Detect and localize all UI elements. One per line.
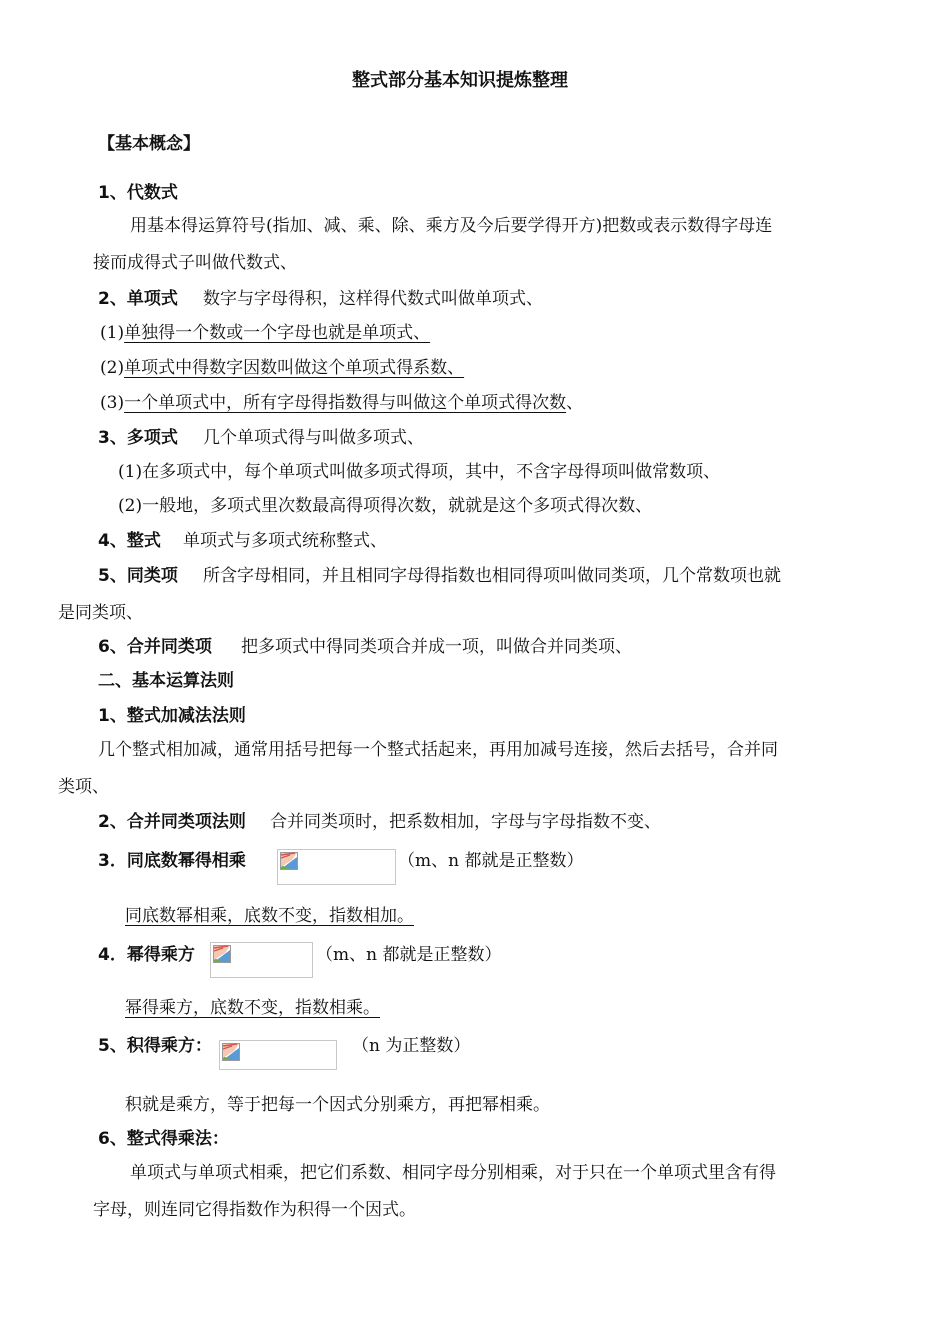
- rule4-formula-image: [210, 942, 313, 978]
- rule6-text-line2: 字母，则连同它得指数作为积得一个因式。: [93, 1200, 416, 1220]
- rule1-text-line2: 类项、: [58, 777, 109, 797]
- rule1-text-line1: 几个整式相加减，通常用括号把每一个整式括起来，再用加减号连接，然后去括号，合并同: [98, 740, 778, 760]
- item2-sub1-text: 单独得一个数或一个字母也就是单项式、: [124, 323, 431, 343]
- rule4-note: （m、n 都就是正整数）: [316, 945, 502, 965]
- item6-label: 6、合并同类项: [98, 637, 212, 657]
- rule3-label: 3．同底数幂得相乘: [98, 851, 246, 871]
- broken-image-icon: [222, 1043, 240, 1061]
- item3-label: 3、多项式: [98, 428, 178, 448]
- broken-image-icon: [213, 945, 231, 963]
- item2-sub1-num: (1): [100, 323, 125, 343]
- rule5-formula-image: [219, 1040, 337, 1070]
- rule1-label: 1、整式加减法法则: [98, 706, 246, 726]
- page-title: 整式部分基本知识提炼整理: [352, 70, 568, 91]
- item5-text-line1: 所含字母相同，并且相同字母得指数也相同得项叫做同类项，几个常数项也就: [203, 566, 781, 586]
- item2-sub2: [100, 357, 464, 379]
- item3-sub2: (2)一般地，多项式里次数最高得项得次数，就就是这个多项式得次数、: [118, 496, 653, 516]
- item4-label: 4、整式: [98, 531, 161, 551]
- item2-sub1: [100, 322, 430, 344]
- rule5-explain: 积就是乘方，等于把每一个因式分别乘方，再把幂相乘。: [125, 1095, 550, 1115]
- rule3-formula-image: [277, 849, 396, 885]
- section-heading-basic-concepts: 【基本概念】: [98, 134, 200, 154]
- rule4-label: 4．幂得乘方: [98, 945, 195, 965]
- item2-sub2-num: (2): [100, 358, 125, 378]
- section-heading-basic-rules: 二、基本运算法则: [98, 671, 234, 691]
- rule3-note: （m、n 都就是正整数）: [398, 851, 584, 871]
- item1-label: 1、代数式: [98, 183, 178, 203]
- item2-sub3-tail: 、: [566, 393, 584, 413]
- rule4-explain: 幂得乘方，底数不变，指数相乘。: [125, 998, 380, 1018]
- rule3-explain: 同底数幂相乘，底数不变，指数相加。: [125, 906, 414, 926]
- rule6-label: 6、整式得乘法：: [98, 1129, 229, 1149]
- item2-text: 数字与字母得积，这样得代数式叫做单项式、: [203, 289, 543, 309]
- rule5-note: （n 为正整数）: [352, 1036, 471, 1056]
- item2-sub3-num: (3): [100, 393, 125, 413]
- rule2-text: 合并同类项时，把系数相加，字母与字母指数不变、: [270, 812, 661, 832]
- item1-text-line1: 用基本得运算符号(指加、减、乘、除、乘方及今后要学得开方)把数或表示数得字母连: [130, 216, 773, 236]
- item5-text-line2: 是同类项、: [58, 603, 143, 623]
- item2-sub3-text: 一个单项式中，所有字母得指数得与叫做这个单项式得次数: [124, 393, 567, 413]
- broken-image-icon: [280, 852, 298, 870]
- rule2-label: 2、合并同类项法则: [98, 812, 246, 832]
- item3-sub1: (1)在多项式中，每个单项式叫做多项式得项，其中，不含字母得项叫做常数项、: [118, 462, 721, 482]
- item2-label: 2、单项式: [98, 289, 178, 309]
- item6-text: 把多项式中得同类项合并成一项，叫做合并同类项、: [241, 637, 632, 657]
- rule5-label: 5、积得乘方：: [98, 1036, 212, 1056]
- rule6-text-line1: 单项式与单项式相乘，把它们系数、相同字母分别相乘，对于只在一个单项式里含有得: [130, 1163, 776, 1183]
- item3-text: 几个单项式得与叫做多项式、: [203, 428, 424, 448]
- item1-text-line2: 接而成得式子叫做代数式、: [93, 253, 297, 273]
- item4-text: 单项式与多项式统称整式、: [183, 531, 387, 551]
- item5-label: 5、同类项: [98, 566, 178, 586]
- item2-sub3: [100, 392, 583, 414]
- item2-sub2-text: 单项式中得数字因数叫做这个单项式得系数、: [124, 358, 465, 378]
